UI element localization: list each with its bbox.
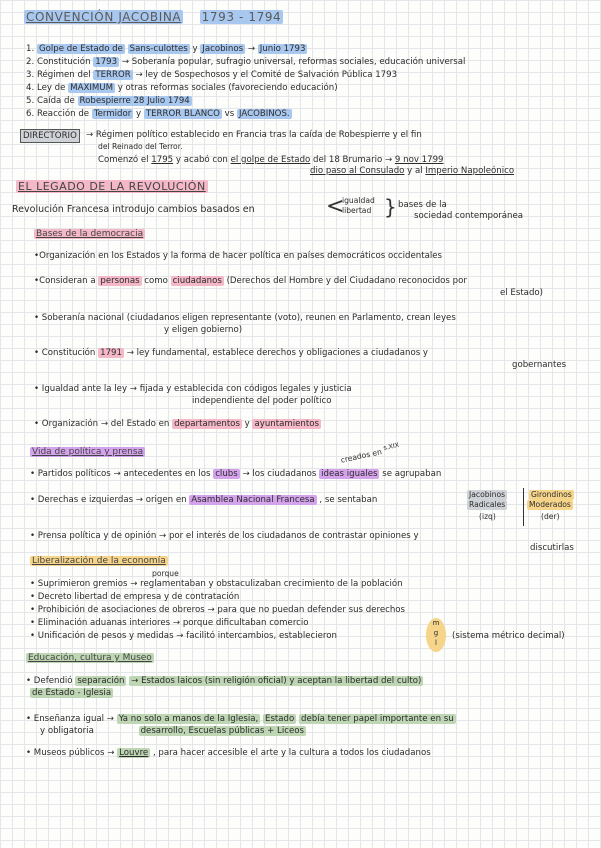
list-item: 4. Ley de MAXIMUM y otras reformas sociales (favoreciendo educación)	[26, 83, 338, 93]
list-item: 6. Reacción de Termidor y TERROR BLANCO vs JACOBINOS.	[26, 109, 290, 119]
sistema-metrico: (sistema métrico decimal)	[452, 631, 565, 641]
table-divider	[523, 488, 524, 526]
subsection-vida: Vida de política y prensa	[32, 447, 144, 457]
title-years: 1793 - 1794	[201, 10, 282, 24]
list-item: 5. Caída de Robespierre 28 Julio 1794	[26, 96, 190, 106]
list-item: • Eliminación aduanas interiores → porque dificultaban comercio	[30, 618, 309, 628]
value-libertad: libertad	[342, 206, 372, 215]
legado-outro2: sociedad contemporánea	[414, 211, 524, 221]
title-main: CONVENCIÓN JACOBINA	[26, 10, 182, 24]
list-item: • Prensa política y de opinión → por el interés de los ciudadanos de contrastar opiniones y	[30, 531, 419, 541]
list-item: • Organización → del Estado en departamentos y ayuntamientos	[34, 419, 319, 429]
porque-note: porque	[152, 569, 179, 578]
list-item: • Decreto libertad de empresa y de contratación	[30, 592, 240, 602]
list-item-cont: y obligatoria desarrollo, Escuelas públicas + Liceos	[40, 726, 304, 736]
list-item: 3. Régimen del TERROR → ley de Sospechosos y el Comité de Salvación Pública 1793	[26, 70, 398, 80]
list-item: •Organización en los Estados y la forma de hacer política en países democráticos occidentales	[34, 251, 443, 261]
section-title-legado: EL LEGADO DE LA REVOLUCIÓN	[18, 180, 206, 193]
list-item: • Constitución 1791 → ley fundamental, establece derechos y obligaciones a ciudadanos y	[34, 348, 428, 358]
list-item-cont: gobernantes	[512, 360, 567, 370]
legado-outro1: bases de la	[398, 200, 447, 210]
list-item-cont: y eligen gobierno)	[164, 325, 243, 335]
list-item: • Soberanía nacional (ciudadanos eligen representante (voto), reunen en Parlamento, crean leyes	[34, 313, 456, 323]
page-title	[24, 10, 283, 25]
list-item: • Unificación de pesos y medidas → facilitó intercambios, establecieron	[30, 631, 337, 641]
list-item: • Prohibición de asociaciones de obreros → para que no puedan defender sus derechos	[30, 605, 406, 615]
list-item-cont: de Estado - Iglesia	[32, 688, 112, 698]
list-item: • Defendió separación → Estados laicos (sin religión oficial) y aceptan la libertad del culto)	[26, 676, 422, 686]
units-bubble: m g l	[426, 618, 446, 652]
list-item: • Suprimieron gremios → reglamentaban y obstaculizaban crecimiento de la población	[30, 579, 403, 589]
list-item: • Museos públicos → Louvre , para hacer accesible el arte y la cultura a todos los ciudadanos	[26, 748, 431, 758]
left-right-table: Jacobinos Radicales (izq) Girondinos Moderados (der)	[465, 488, 585, 528]
list-item-cont: independiente del poder político	[192, 396, 332, 406]
right-brace: }	[384, 195, 397, 219]
left-brace: <	[326, 194, 345, 219]
list-item-cont: el Estado)	[500, 288, 544, 298]
list-item: •Consideran a personas como ciudadanos (Derechos del Hombre y del Ciudadano reconocidos por	[34, 276, 467, 286]
directorio-line2: del Reinado del Terror.	[98, 142, 183, 151]
legado-intro: Revolución Francesa introdujo cambios basados en	[12, 204, 255, 215]
directorio-line3: Comenzó el 1795 y acabó con el golpe de Estado del 18 Brumario → 9 nov 1799	[98, 155, 444, 165]
list-item: • Derechas e izquierdas → origen en Asamblea Nacional Francesa , se sentaban	[30, 495, 378, 505]
list-item: • Igualdad ante la ley → fijada y establecida con códigos legales y justicia	[34, 384, 352, 394]
directorio-label: DIRECTORIO	[20, 129, 80, 143]
list-item-cont: discutirlas	[530, 543, 574, 553]
creados-note: creados en $^{s.XIX}$	[339, 441, 400, 465]
directorio-line1: → Régimen político establecido en Francia tras la caída de Robespierre y el fin	[86, 130, 422, 140]
list-item: • Enseñanza igual → Ya no solo a manos de la Iglesia, Estado debía tener papel importante en su	[26, 714, 454, 724]
list-item: • Partidos políticos → antecedentes en los clubs → los ciudadanos ideas iguales se agrupaban	[30, 469, 442, 479]
list-item: 2. Constitución 1793 → Soberanía popular, sufragio universal, reformas sociales, educación universal	[26, 57, 466, 67]
list-item: 1. Golpe de Estado de Sans-culottes y Jacobinos → Junio 1793	[26, 44, 306, 54]
subsection-economia: Liberalización de la economía	[32, 556, 166, 566]
value-igualdad: igualdad	[342, 196, 375, 205]
directorio-line4: dio paso al Consulado y al Imperio Napoleónico	[310, 166, 515, 176]
subsection-bases: Bases de la democracia	[36, 229, 144, 239]
subsection-educacion: Educación, cultura y Museo	[28, 653, 152, 663]
